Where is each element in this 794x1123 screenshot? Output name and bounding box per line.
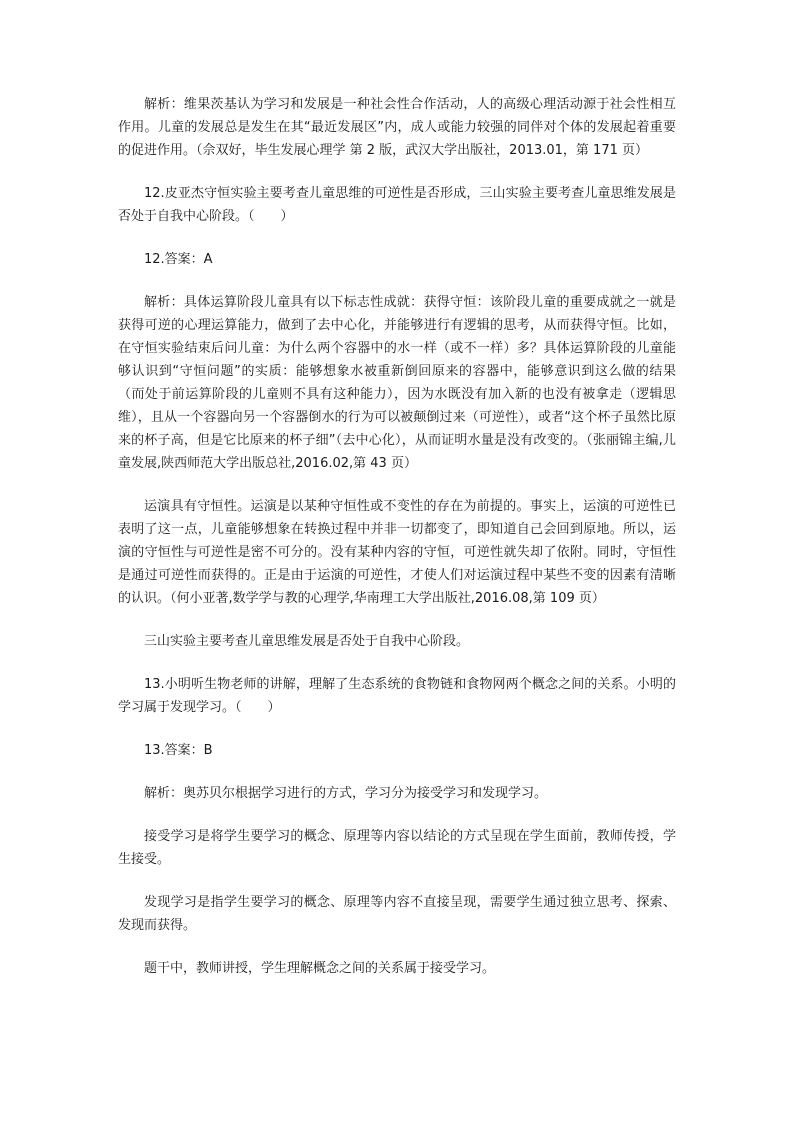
- explanation-paragraph-reception-learning: 接受学习是将学生要学习的概念、原理等内容以结论的方式呈现在学生面前，教师传授，学生接受。: [118, 829, 676, 867]
- paragraph-gap: [118, 271, 676, 291]
- explanation-paragraph-vygotsky: 解析：维果茨基认为学习和发展是一种社会性合作活动，人的高级心理活动源于社会性相互作用。儿童的发展总是发生在其“最近发展区”内，成人或能力较强的同伴对个体的发展起着重要的促进作用。（佘双好，毕生发展心理学 第 2 版，武汉大学出版社，2013.01，第 171 页）: [118, 97, 676, 158]
- explanation-paragraph-conclusion: 题干中，教师讲授，学生理解概念之间的关系属于接受学习。: [144, 961, 496, 976]
- paragraph-gap: [118, 610, 676, 630]
- explanation-paragraph-three-mountains: 三山实验主要考查儿童思维发展是否处于自我中心阶段。: [144, 634, 470, 649]
- paragraph-gap: [118, 475, 676, 495]
- explanation-paragraph-ausubel: 解析：奥苏贝尔根据学习进行的方式，学习分为接受学习和发现学习。: [144, 786, 548, 801]
- paragraph-gap: [118, 719, 676, 739]
- paragraph-gap: [118, 762, 676, 782]
- explanation-paragraph-conservation: 运演具有守恒性。运演是以某种守恒性或不变性的存在为前提的。事实上，运演的可逆性已表明了这一点，儿童能够想象在转换过程中并非一切都变了，即知道自己会回到原地。所以，运演的守恒性与可逆性是密不可分的。没有某种内容的守恒，可逆性就失却了依附。同时，守恒性是通过可逆性而获得的。正是由于运演的可逆性，才使人们对运演过程中某些不变的因素有清晰的认识。（何小亚著,数学学与教的心理学,华南理工大学出版社,2016.08,第 109 页）: [118, 499, 676, 606]
- answer-13: 13.答案：B: [144, 743, 213, 758]
- paragraph-gap: [118, 805, 676, 825]
- question-13: 13.小明听生物老师的讲解，理解了生态系统的食物链和食物网两个概念之间的关系。小明的学习属于发现学习。（ ）: [118, 677, 676, 715]
- answer-12: 12.答案：A: [144, 252, 213, 267]
- question-12: 12.皮亚杰守恒实验主要考查儿童思维的可逆性是否形成，三山实验主要考查儿童思维发展是否处于自我中心阶段。（ ）: [118, 186, 676, 224]
- paragraph-gap: [118, 653, 676, 673]
- paragraph-gap: [118, 162, 676, 182]
- explanation-paragraph-concrete-operations: 解析：具体运算阶段儿童具有以下标志性成就：获得守恒：该阶段儿童的重要成就之一就是获得可逆的心理运算能力，做到了去中心化，并能够进行有逻辑的思考，从而获得守恒。比如，在守恒实验结束后问儿童：为什么两个容器中的水一样（或不一样）多？具体运算阶段的儿童能够认识到“守恒问题”的实质：能够想象水被重新倒回原来的容器中，能够意识到这么做的结果（而处于前运算阶段的儿童则不具有这种能力），因为水既没有加入新的也没有被拿走（逻辑思维），且从一个容器向另一个容器倒水的行为可以被颠倒过来（可逆性），或者“这个杯子虽然比原来的杯子高，但是它比原来的杯子细”（去中心化），从而证明水量是没有改变的。（张丽锦主编,儿童发展,陕西师范大学出版总社,2016.02,第 43 页）: [118, 295, 676, 471]
- document-body: [118, 93, 676, 980]
- explanation-paragraph-discovery-learning: 发现学习是指学生要学习的概念、原理等内容不直接呈现，需要学生通过独立思考、探索、发现而获得。: [118, 895, 676, 933]
- paragraph-gap: [118, 937, 676, 957]
- paragraph-gap: [118, 228, 676, 248]
- paragraph-gap: [118, 871, 676, 891]
